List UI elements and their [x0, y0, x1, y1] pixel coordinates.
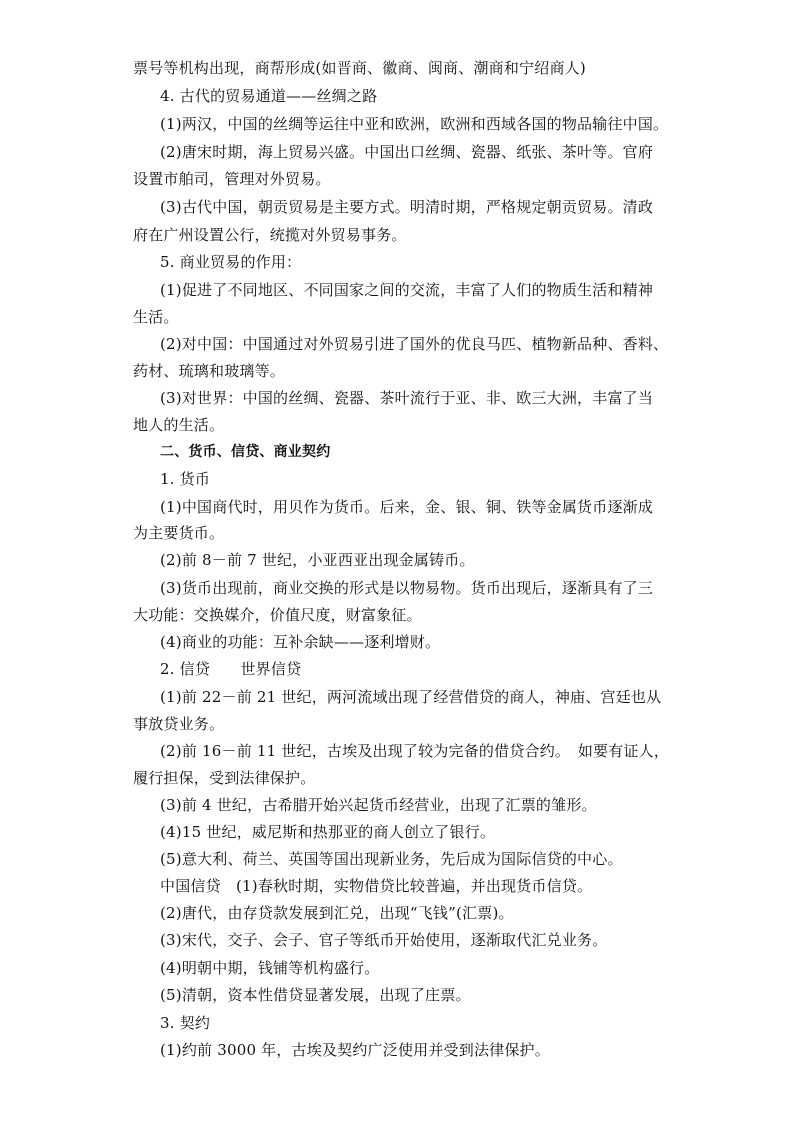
- text-line: (2)唐代，由存贷款发展到汇兑，出现“飞钱”(汇票)。: [160, 904, 514, 922]
- text-line: 府在广州设置公行，统揽对外贸易事务。: [133, 226, 407, 244]
- section-heading-contract: 3. 契约: [160, 1014, 211, 1032]
- text-line: 生活。: [133, 308, 179, 326]
- section-heading-trade-role: 5. 商业贸易的作用：: [160, 253, 302, 271]
- section-heading-currency: 1. 货币: [160, 470, 211, 488]
- text-line: (3)宋代，交子、会子、官子等纸币开始使用，逐渐取代汇兑业务。: [160, 931, 608, 949]
- text-line: (5)意大利、荷兰、英国等国出现新业务，先后成为国际信贷的中心。: [160, 850, 623, 868]
- text-line: (2)对中国：中国通过对外贸易引进了国外的优良马匹、植物新品种、香料、: [160, 335, 669, 353]
- text-line: 大功能：交换媒介，价值尺度，财富象征。: [133, 606, 422, 624]
- text-line: (2)前 8－前 7 世纪，小亚西亚出现金属铸币。: [160, 551, 475, 569]
- text-line: (1)约前 3000 年，古埃及契约广泛使用并受到法律保护。: [160, 1041, 550, 1059]
- text-line: (2)前 16－前 11 世纪，古埃及出现了较为完备的借贷合约。 如要有证人，: [160, 742, 670, 760]
- chapter-heading-currency-credit: 二、货币、信贷、商业契约: [160, 444, 331, 460]
- text-line: (4)15 世纪，威尼斯和热那亚的商人创立了银行。: [160, 823, 496, 841]
- text-line: 药材、琉璃和玻璃等。: [133, 362, 286, 380]
- text-line: (5)清朝，资本性借贷显著发展，出现了庄票。: [160, 986, 471, 1004]
- text-line: 履行担保，受到法律保护。: [133, 769, 316, 787]
- section-heading-credit: 2. 信贷 世界信贷: [160, 660, 302, 678]
- text-line: 地人的生活。: [133, 416, 225, 434]
- text-line: 设置市舶司，管理对外贸易。: [133, 170, 331, 188]
- section-heading-silk-road: 4. 古代的贸易通道——丝绸之路: [160, 87, 378, 105]
- text-line: (4)明朝中期，钱铺等机构盛行。: [160, 959, 380, 977]
- text-line: (1)促进了不同地区、不同国家之间的交流，丰富了人们的物质生活和精神: [160, 281, 654, 299]
- text-line: (3)前 4 世纪，古希腊开始兴起货币经营业，出现了汇票的雏形。: [160, 796, 597, 814]
- text-line: (3)古代中国，朝贡贸易是主要方式。明清时期，严格规定朝贡贸易。清政: [160, 198, 654, 216]
- text-line: 中国信贷 (1)春秋时期，实物借贷比较普遍，并出现货币信贷。: [160, 877, 593, 895]
- text-line: (1)前 22－前 21 世纪，两河流域出现了经营借贷的商人，神庙、宫廷也从: [160, 688, 662, 706]
- text-line: (2)唐宋时期，海上贸易兴盛。中国出口丝绸、瓷器、纸张、茶叶等。官府: [160, 143, 654, 161]
- text-line: (1)两汉，中国的丝绸等运往中亚和欧洲，欧洲和西域各国的物品输往中国。: [160, 115, 669, 133]
- text-line: 为主要货币。: [133, 524, 225, 542]
- text-line: (3)对世界：中国的丝绸、瓷器、茶叶流行于亚、非、欧三大洲，丰富了当: [160, 389, 654, 407]
- text-line: (3)货币出现前，商业交换的形式是以物易物。货币出现后，逐渐具有了三: [160, 579, 654, 597]
- text-line: 事放贷业务。: [133, 715, 225, 733]
- text-line: 票号等机构出现，商帮形成(如晋商、徽商、闽商、潮商和宁绍商人): [133, 59, 586, 77]
- text-line: (4)商业的功能：互补余缺——逐利增财。: [160, 633, 441, 651]
- text-line: (1)中国商代时，用贝作为货币。后来，金、银、铜、铁等金属货币逐渐成: [160, 498, 654, 516]
